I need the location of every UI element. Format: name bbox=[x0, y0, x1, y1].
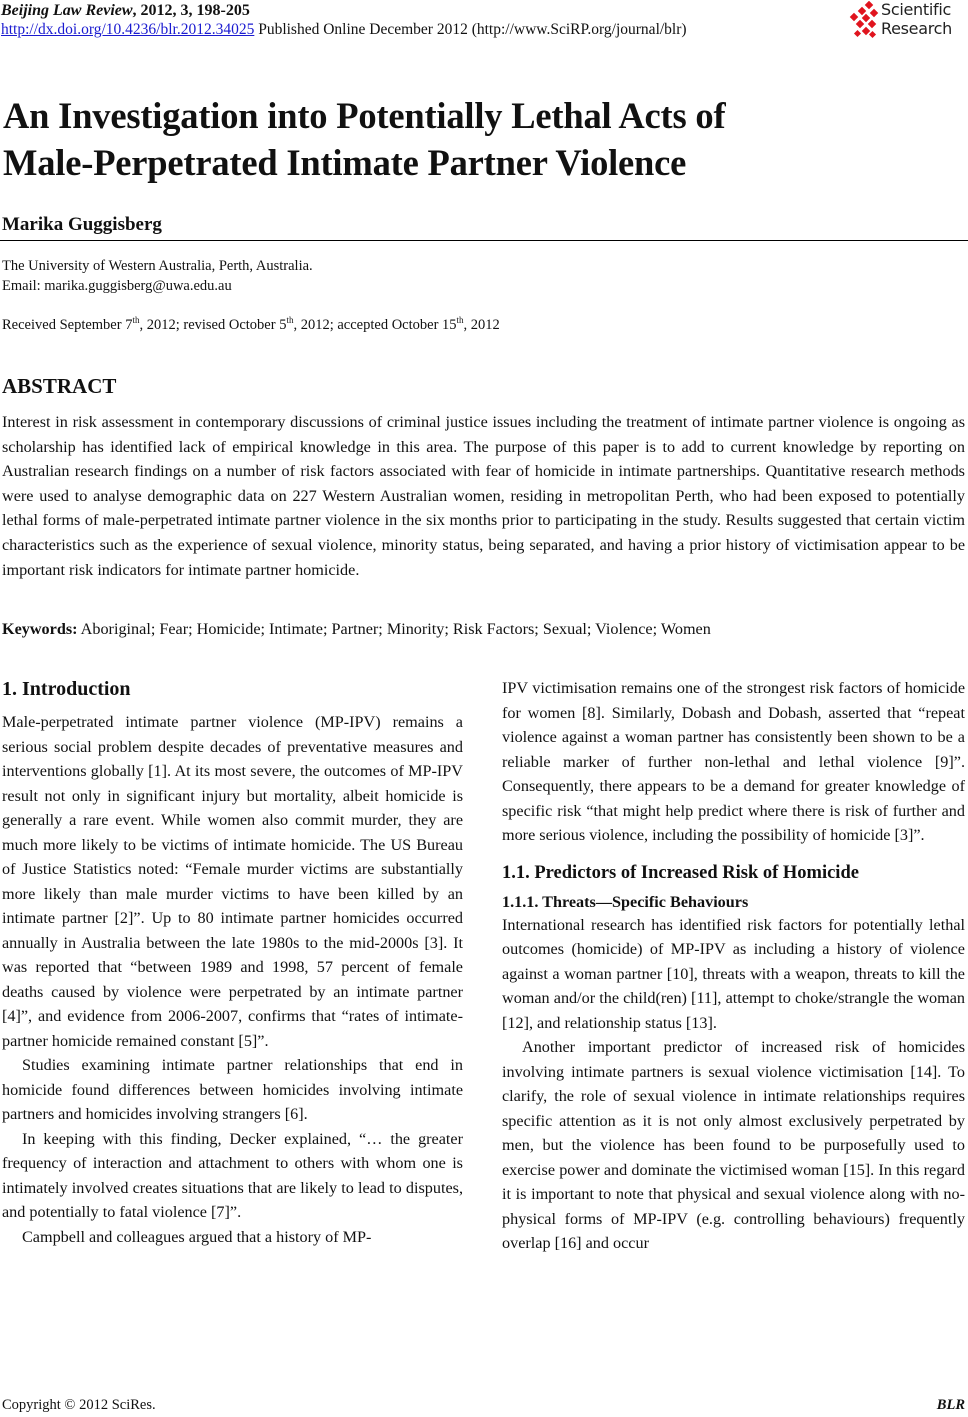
keywords-list: Aboriginal; Fear; Homicide; Intimate; Partner; Minority; Risk Factors; Sexual; Violence; Women bbox=[77, 620, 711, 638]
journal-name: Beijing Law Review bbox=[1, 2, 133, 19]
journal-volume-pages: , 2012, 3, 198-205 bbox=[132, 2, 250, 19]
accepted-date: , 2012; accepted October 15 bbox=[293, 316, 457, 333]
subsubsection-heading-threats: 1.1.1. Threats—Specific Behaviours bbox=[502, 892, 749, 911]
logo-text bbox=[881, 0, 952, 38]
title-line-2: Male-Perpetrated Intimate Partner Violence bbox=[3, 142, 687, 183]
article-title bbox=[3, 92, 963, 186]
scientific-research-logo bbox=[846, 0, 968, 42]
author-name: Marika Guggisberg bbox=[2, 214, 162, 235]
ordinal-suffix: th bbox=[456, 315, 464, 325]
body-paragraph: Campbell and colleagues argued that a history of MP- bbox=[22, 1227, 372, 1246]
keywords bbox=[2, 620, 711, 639]
abstract-heading: ABSTRACT bbox=[2, 374, 117, 398]
published-online-text: Published Online December 2012 (http://www.SciRP.org/journal/blr) bbox=[254, 21, 687, 38]
revised-date: , 2012; revised October 5 bbox=[139, 316, 287, 333]
left-column bbox=[2, 676, 463, 1249]
body-paragraph: Another important predictor of increased risk of homicides involving intimate partners is sexual violence victimisation [14]. To clarify, the role of sexual violence in intimate relationships requires specific attention as it is not only almost exclusively perpetrated by men, but the violence has been found to be purposefully used to exercise power and dominate the victimised woman [15]. In this regard it is important to note that physical and sexual violence along with no-physical forms of MP-IPV (e.g. controlling behaviours) frequently overlap [16] and occur bbox=[502, 1038, 965, 1252]
journal-citation bbox=[1, 2, 250, 20]
title-line-1: An Investigation into Potentially Lethal Acts of bbox=[3, 95, 726, 136]
doi-link[interactable]: http://dx.doi.org/10.4236/blr.2012.34025 bbox=[1, 21, 255, 38]
body-paragraph-continued: IPV victimisation remains one of the strongest risk factors of homicide for women [8]. Similarly, Dobash and Dobash, asserted that “repeat violence against a woman partner has consistently been shown to be a reliable marker of further non-lethal and lethal violence [9]”. Consequently, there appears to be a demand for greater knowledge of specific risk “that might help predict where there is risk of further and more serious violence, including the possibility of homicide [3]”. bbox=[502, 679, 965, 844]
affiliation-block bbox=[2, 256, 313, 296]
body-paragraph: International research has identified risk factors for potentially lethal outcomes (homicide) of MP-IPV as including a history of violence against a woman partner [10], threats with a weapon, threats to kill the woman and/or the child(ren) [11], attempt to choke/strangle the woman [12], and relationship status [13]. bbox=[502, 915, 965, 1032]
author-divider bbox=[0, 240, 968, 241]
logo-line1: Scientific bbox=[881, 0, 951, 19]
logo-line2: Research bbox=[881, 19, 952, 38]
right-column bbox=[502, 676, 965, 1256]
scientific-research-diamond-logo-icon bbox=[846, 1, 880, 41]
affiliation: The University of Western Australia, Perth, Australia. bbox=[2, 258, 313, 274]
section-heading-introduction: 1. Introduction bbox=[2, 678, 131, 700]
article-dates bbox=[2, 315, 500, 334]
body-paragraph: Studies examining intimate partner relationships that end in homicide found differences between homicides involving intimate partners and homicides involving strangers [6]. bbox=[2, 1056, 463, 1123]
publication-line bbox=[1, 21, 687, 39]
ordinal-suffix: th bbox=[132, 315, 140, 325]
body-paragraph: In keeping with this finding, Decker explained, “… the greater frequency of interaction and attachment to others with whom one is intimately involved creates situations that are likely to lead to disputes, and potentially to fatal violence [7]”. bbox=[2, 1129, 463, 1221]
subsection-heading-predictors: 1.1. Predictors of Increased Risk of Homicide bbox=[502, 862, 859, 883]
journal-abbreviation: BLR bbox=[936, 1397, 965, 1413]
received-date: Received September 7 bbox=[2, 316, 133, 333]
abstract-text: Interest in risk assessment in contemporary discussions of criminal justice issues including the treatment of intimate partner violence is ongoing as scholarship has identified lack of empirical knowledge in this area. The purpose of this paper is to add to current knowledge by reporting on Australian research findings on a number of risk factors associated with fear of homicide in intimate partnerships. Quantitative research methods were used to analyse demographic data on 227 Western Australian women, residing in metropolitan Perth, who had been exposed to potentially lethal forms of male-perpetrated intimate partner violence in the six months prior to participating in the study. Results suggested that certain victim characteristics such as the experience of sexual violence, minority status, being separated, and having a prior history of victimisation appear to be important risk indicators for intimate partner homicide. bbox=[2, 413, 965, 579]
keywords-label: Keywords: bbox=[2, 620, 78, 638]
date-year: , 2012 bbox=[463, 316, 500, 333]
body-paragraph: Male-perpetrated intimate partner violence (MP-IPV) remains a serious social problem despite decades of preventative measures and interventions globally [1]. At its most severe, the outcomes of MP-IPV result not only in significant injury but mortality, albeit homicide is generally a rare event. While women also commit murder, they are much more likely to be victims of intimate homicide. The US Bureau of Justice Statistics noted: “Female murder victims are substantially more likely than male murder victims to have been killed by an intimate partner [2]”. Up to 80 intimate partner homicides occurred annually in Australia between the late 1980s to the mid-2000s [3]. It was reported that “between 1989 and 1998, 57 percent of female deaths caused by violence were perpetrated by an intimate partner [4]”, and evidence from 2006-2007, confirms that “rates of intimate-partner homicide remained constant [5]”. bbox=[2, 713, 463, 1050]
ordinal-suffix: th bbox=[286, 315, 294, 325]
copyright-notice: Copyright © 2012 SciRes. bbox=[2, 1397, 156, 1413]
email: Email: marika.guggisberg@uwa.edu.au bbox=[2, 278, 232, 294]
